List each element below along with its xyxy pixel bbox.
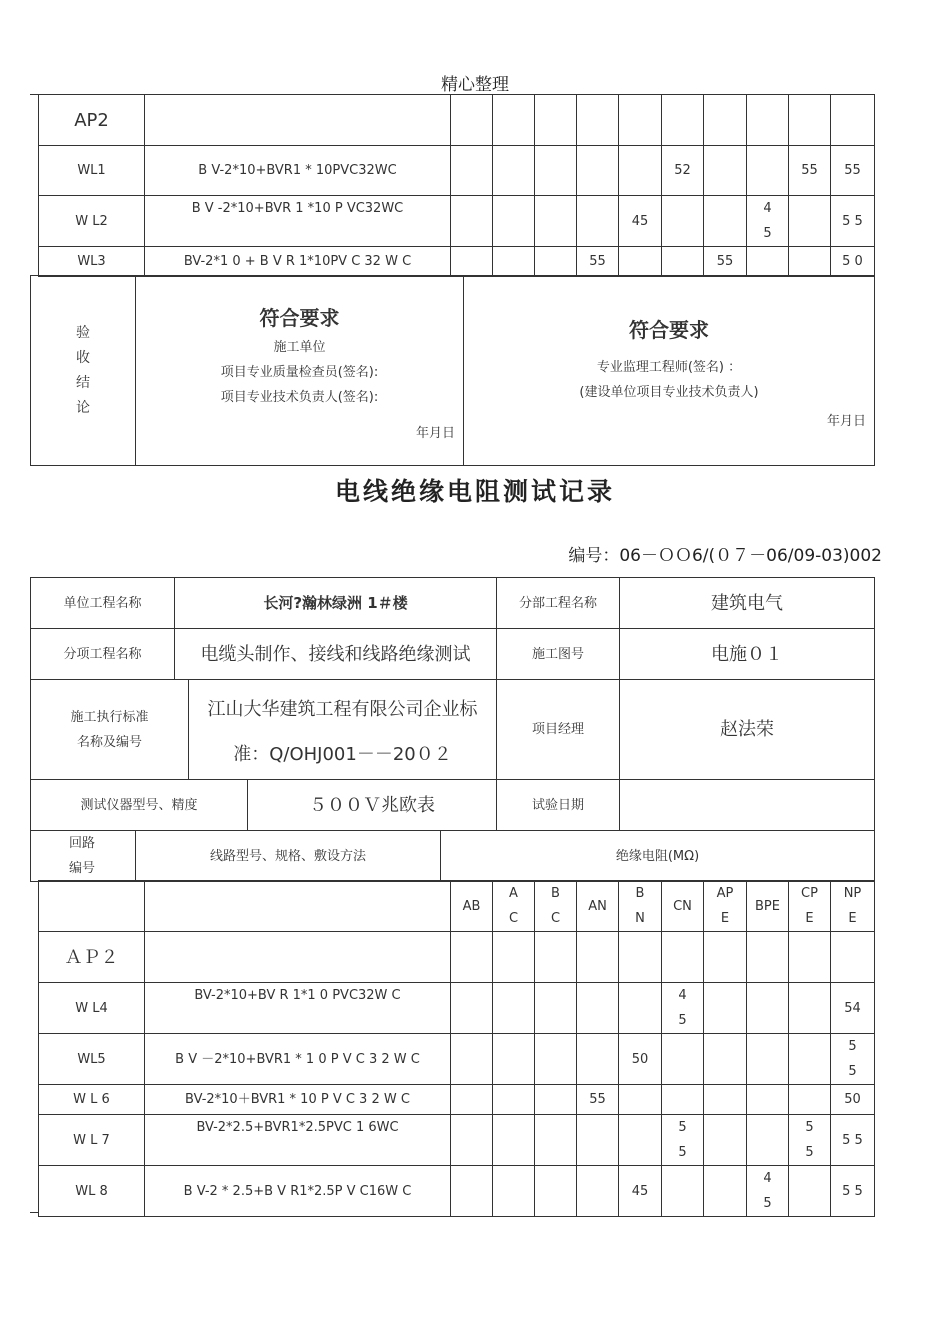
resistance-cell <box>789 247 831 277</box>
insulation-test-table <box>38 880 875 1217</box>
table-row <box>39 1085 875 1115</box>
column-header: CP E <box>789 881 831 932</box>
resistance-cell <box>747 932 789 983</box>
circuit-id: WL1 <box>39 146 145 196</box>
resistance-header-row <box>30 830 875 882</box>
resistance-cell <box>662 1085 704 1115</box>
circuit-id: W L 6 <box>39 1085 145 1115</box>
circuit-id: W L4 <box>39 983 145 1034</box>
resistance-cell <box>704 1034 747 1085</box>
resistance-cell <box>535 983 577 1034</box>
resistance-cell <box>831 95 875 146</box>
resistance-cell <box>577 1115 619 1166</box>
instrument-row <box>30 779 875 831</box>
resistance-cell: 55 <box>577 247 619 277</box>
table-row <box>39 1034 875 1085</box>
resistance-cell <box>535 1166 577 1217</box>
column-header: BPE <box>747 881 789 932</box>
resistance-cell <box>789 1166 831 1217</box>
document-code: 编号：06－ＯＯ6/(０７－06/09-03)002 <box>568 546 882 566</box>
resistance-cell <box>704 196 747 247</box>
resistance-cell <box>451 1085 493 1115</box>
blank-cell <box>145 881 451 932</box>
table-row <box>39 196 875 247</box>
resistance-cell <box>662 932 704 983</box>
resistance-cell <box>747 146 789 196</box>
resistance-cell <box>535 247 577 277</box>
resistance-cell: 5 5 <box>831 1115 875 1166</box>
standard-label-2: 名称及编号 <box>76 734 142 750</box>
project-info-table <box>30 577 875 680</box>
table-row <box>39 1115 875 1166</box>
resistance-cell <box>747 983 789 1034</box>
manager-value: 赵法荣 <box>620 680 875 780</box>
resistance-cell <box>577 932 619 983</box>
page-header: 精心整理 <box>441 75 509 95</box>
resistance-cell <box>493 983 535 1034</box>
resistance-cell: 45 <box>619 1166 662 1217</box>
resistance-cell <box>493 1034 535 1085</box>
test-date-value <box>620 780 875 831</box>
resistance-cell <box>704 932 747 983</box>
resistance-cell: 4 5 <box>662 983 704 1034</box>
document-title: 电线绝缘电阻测试记录 <box>334 477 615 506</box>
resistance-cell <box>535 196 577 247</box>
tech-lead-line: 项目专业技术负责人(签名): <box>220 390 379 405</box>
resistance-cell <box>577 146 619 196</box>
resistance-cell: 5 0 <box>831 247 875 277</box>
resistance-cell <box>493 932 535 983</box>
unit-project-label: 单位工程名称 <box>31 578 175 629</box>
resistance-cell <box>704 1115 747 1166</box>
column-header: A C <box>493 881 535 932</box>
resistance-cell <box>619 247 662 277</box>
resistance-cell <box>451 196 493 247</box>
resistance-cell <box>704 95 747 146</box>
standard-row <box>30 679 875 780</box>
resistance-cell <box>493 146 535 196</box>
resistance-cell <box>535 1115 577 1166</box>
resistance-cell <box>451 247 493 277</box>
resistance-cell <box>619 95 662 146</box>
quality-inspector-line: 项目专业质量检查员(签名): <box>220 365 379 380</box>
circuit-id: WL 8 <box>39 1166 145 1217</box>
resistance-cell <box>577 95 619 146</box>
resistance-cell <box>493 1166 535 1217</box>
test-table-continued <box>38 94 875 277</box>
circuit-header: 编号 <box>69 861 96 876</box>
owner-line: (建设单位项目专业技术负责人) <box>579 385 759 400</box>
resistance-cell <box>451 1034 493 1085</box>
column-header-row <box>39 881 875 932</box>
column-header: AN <box>577 881 619 932</box>
resistance-cell <box>535 1034 577 1085</box>
resistance-cell: 55 <box>831 146 875 196</box>
blank-cell <box>39 881 145 932</box>
supervisor-verdict: 符合要求 <box>629 318 709 342</box>
item-value: 电缆头制作、接线和线路绝缘测试 <box>175 629 497 680</box>
resistance-cell <box>493 95 535 146</box>
column-header: AP E <box>704 881 747 932</box>
table-row <box>39 146 875 196</box>
resistance-cell <box>789 983 831 1034</box>
resistance-cell <box>704 1166 747 1217</box>
column-header: NP E <box>831 881 875 932</box>
column-header: AB <box>451 881 493 932</box>
spec-cell: B V-2*10+BVR1 * 10PVC32WC <box>145 146 451 196</box>
resistance-cell <box>451 983 493 1034</box>
resistance-cell <box>619 146 662 196</box>
resistance-cell: 4 5 <box>747 196 789 247</box>
contractor-date: 年月日 <box>415 426 455 441</box>
resistance-cell <box>493 1085 535 1115</box>
resistance-cell <box>662 1166 704 1217</box>
resistance-cell <box>493 247 535 277</box>
resistance-cell <box>704 1085 747 1115</box>
unit-project-value: 长河?瀚林绿洲 1＃楼 <box>175 578 497 629</box>
spec-cell: BV-2*1 0 + B V R 1*10PV C 32 W C <box>145 247 451 277</box>
instrument-value: ５００Ｖ兆欧表 <box>248 780 497 831</box>
resistance-cell <box>789 932 831 983</box>
resistance-cell <box>662 196 704 247</box>
resistance-cell: 5 5 <box>831 1166 875 1217</box>
resistance-cell: 50 <box>831 1085 875 1115</box>
circuit-id: WL5 <box>39 1034 145 1085</box>
resistance-cell <box>662 95 704 146</box>
table-row <box>39 247 875 277</box>
table-row <box>39 1166 875 1217</box>
panel-label: ＡＰ２ <box>39 932 145 983</box>
supervisor-line: 专业监理工程师(签名) ： <box>596 360 742 375</box>
resistance-cell <box>535 146 577 196</box>
circuit-id: WL3 <box>39 247 145 277</box>
contractor-verdict: 符合要求 <box>259 306 340 330</box>
resistance-cell <box>747 1034 789 1085</box>
standard-value-1: 江山大华建筑工程有限公司企业标 <box>207 698 478 720</box>
division-value: 建筑电气 <box>620 578 875 629</box>
resistance-cell <box>619 1115 662 1166</box>
resistance-cell <box>747 247 789 277</box>
resistance-cell <box>789 95 831 146</box>
spec-cell <box>145 932 451 983</box>
circuit-id: W L 7 <box>39 1115 145 1166</box>
resistance-cell <box>662 1034 704 1085</box>
resistance-cell <box>577 1166 619 1217</box>
resistance-cell <box>451 95 493 146</box>
spec-cell: BV-2*10＋BVR1 * 10 P V C 3 2 W C <box>145 1085 451 1115</box>
spec-cell <box>145 95 451 146</box>
resistance-cell: 55 <box>704 247 747 277</box>
contractor-signoff <box>136 276 464 466</box>
table-row <box>39 983 875 1034</box>
resistance-cell <box>451 1115 493 1166</box>
supervisor-signoff <box>464 276 875 466</box>
resistance-cell <box>704 146 747 196</box>
resistance-cell: 55 <box>789 146 831 196</box>
resistance-cell: 54 <box>831 983 875 1034</box>
spec-cell: B V-2 * 2.5+B V R1*2.5P V C16W C <box>145 1166 451 1217</box>
standard-value-2: 准：Q/OHJ001－－20０２ <box>233 743 452 765</box>
resistance-cell <box>535 932 577 983</box>
column-header: B C <box>535 881 577 932</box>
panel-label: AP2 <box>39 95 145 146</box>
contractor-unit: 施工单位 <box>273 340 326 355</box>
resistance-cell <box>662 247 704 277</box>
resistance-cell <box>747 1115 789 1166</box>
resistance-cell <box>747 1085 789 1115</box>
resistance-cell <box>747 95 789 146</box>
resistance-cell <box>493 1115 535 1166</box>
drawing-value: 电施０１ <box>620 629 875 680</box>
resistance-cell: 5 5 <box>831 196 875 247</box>
resistance-cell <box>535 1085 577 1115</box>
resistance-cell <box>451 1166 493 1217</box>
item-label: 分项工程名称 <box>31 629 175 680</box>
resistance-cell <box>577 1034 619 1085</box>
resistance-cell: 50 <box>619 1034 662 1085</box>
spec-cell: BV-2*2.5+BVR1*2.5PVC 1 6WC <box>145 1115 451 1166</box>
resistance-cell: 5 5 <box>662 1115 704 1166</box>
spec-cell: B V －2*10+BVR1 * 1 0 P V C 3 2 W C <box>145 1034 451 1085</box>
resistance-cell <box>789 1085 831 1115</box>
resistance-cell <box>704 983 747 1034</box>
resistance-cell <box>577 983 619 1034</box>
column-header: CN <box>662 881 704 932</box>
resistance-cell: 5 5 <box>789 1115 831 1166</box>
resistance-cell <box>577 196 619 247</box>
spec-cell: B V -2*10+BVR 1 *10 P VC32WC <box>145 196 451 247</box>
acceptance-label <box>31 276 136 466</box>
resistance-cell <box>451 932 493 983</box>
resistance-cell <box>619 932 662 983</box>
manager-label: 项目经理 <box>497 680 620 780</box>
resistance-cell: 52 <box>662 146 704 196</box>
acceptance-label-char: 结 <box>76 374 90 391</box>
resistance-cell <box>493 196 535 247</box>
spec-cell: BV-2*10+BV R 1*1 0 PVC32W C <box>145 983 451 1034</box>
resistance-cell <box>535 95 577 146</box>
drawing-label: 施工图号 <box>497 629 620 680</box>
test-date-label: 试验日期 <box>497 780 620 831</box>
resistance-header: 绝缘电阻(MΩ) <box>441 831 875 882</box>
spec-header: 线路型号、规格、敷设方法 <box>136 831 441 882</box>
acceptance-block <box>30 275 875 466</box>
resistance-cell: 45 <box>619 196 662 247</box>
acceptance-label-char: 论 <box>76 399 90 416</box>
resistance-cell: 55 <box>577 1085 619 1115</box>
resistance-cell <box>619 1085 662 1115</box>
resistance-cell <box>789 1034 831 1085</box>
supervisor-date: 年月日 <box>826 414 866 429</box>
resistance-cell <box>789 196 831 247</box>
standard-label-1: 施工执行标准 <box>70 709 149 725</box>
circuit-id: W L2 <box>39 196 145 247</box>
acceptance-label-char: 收 <box>76 349 90 366</box>
resistance-cell <box>831 932 875 983</box>
instrument-label: 测试仪器型号、精度 <box>31 780 248 831</box>
acceptance-label-char: 验 <box>76 324 90 341</box>
resistance-cell <box>619 983 662 1034</box>
resistance-cell: 5 5 <box>831 1034 875 1085</box>
division-label: 分部工程名称 <box>497 578 620 629</box>
column-header: B N <box>619 881 662 932</box>
resistance-cell <box>451 146 493 196</box>
resistance-cell: 4 5 <box>747 1166 789 1217</box>
circuit-header: 回路 <box>69 836 96 851</box>
